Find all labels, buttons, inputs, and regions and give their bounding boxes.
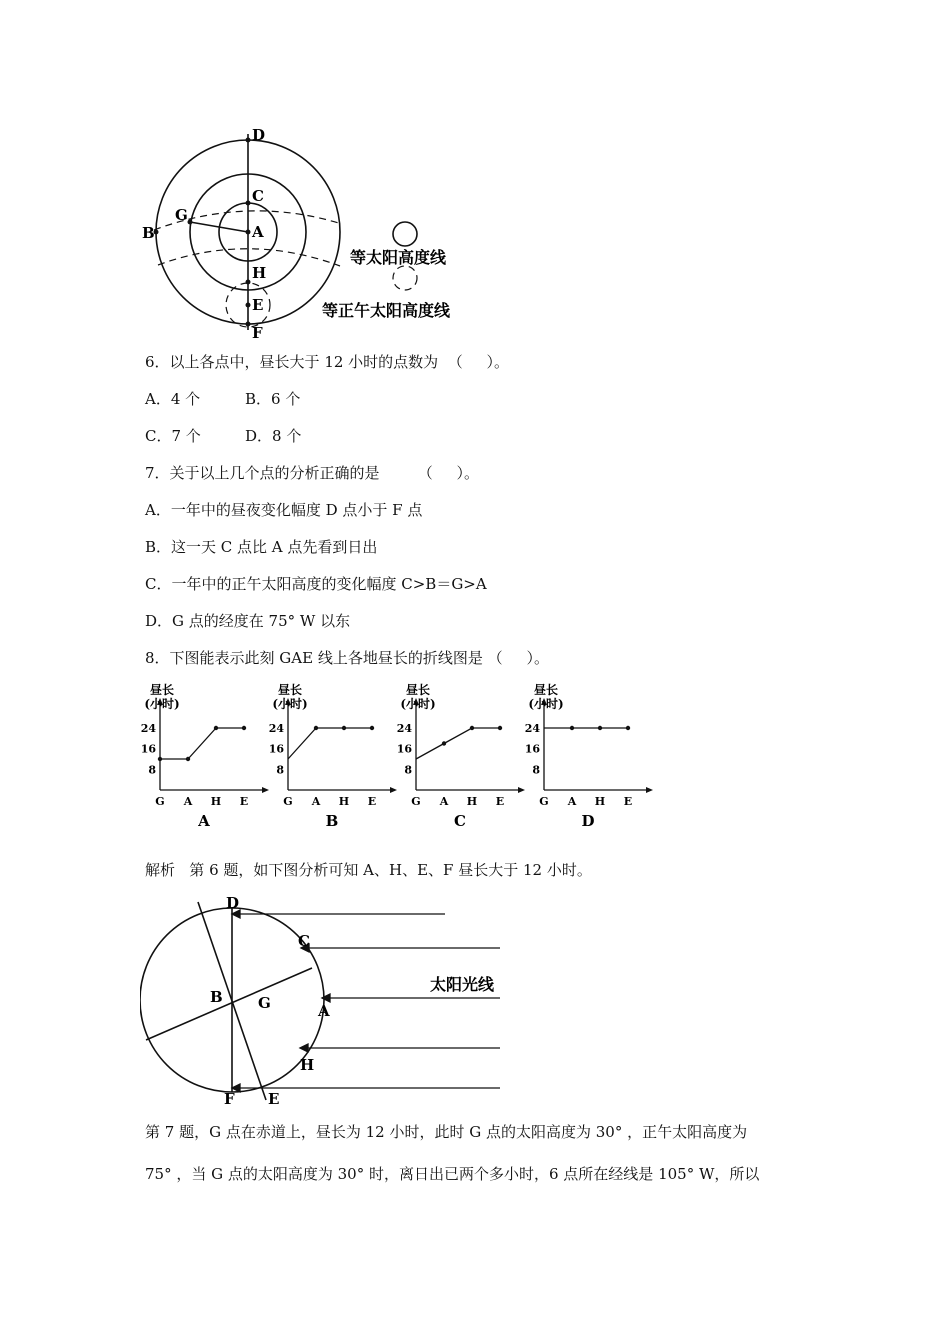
label-a: A — [252, 223, 264, 241]
label-b: B — [142, 224, 155, 242]
point-h — [246, 280, 251, 285]
chart-B-xtick-A: A — [311, 795, 321, 808]
sunlight-label: 太阳光线 — [430, 975, 495, 994]
chart-C-xtick-A: A — [439, 795, 449, 808]
q8-day-length-charts — [140, 680, 670, 830]
chart-C-point-A — [442, 741, 446, 745]
legend-solid-circle — [393, 222, 417, 246]
chart-D-title: D — [581, 812, 595, 830]
sunlight-earth-diagram — [140, 890, 520, 1110]
chart-B-ylabel-1: 昼长 — [277, 683, 303, 697]
chart-C-xtick-H: H — [466, 795, 478, 808]
point-a — [246, 230, 251, 235]
chart-A-point-E — [242, 726, 246, 730]
chart-C-ylabel-1: 昼长 — [405, 683, 431, 697]
chart-B-x-arrow — [390, 787, 397, 793]
chart-A-xtick-H: H — [210, 795, 222, 808]
chart-D-xtick-G: G — [539, 795, 549, 808]
chart-C-point-H — [470, 726, 474, 730]
chart-D-point-A — [570, 726, 574, 730]
chart-B-ytick-24: 24 — [268, 722, 284, 735]
analysis-q7-line2: 75° ，当 G 点的太阳高度为 30° 时，离日出已两个多小时，6 点所在经线是 105° W，所以 — [145, 1165, 760, 1183]
chart-A-ytick-16: 16 — [140, 742, 156, 756]
chart-B-series-line — [288, 728, 372, 759]
q6-option-a: A．4 个 — [145, 390, 201, 408]
chart-A-xtick-A: A — [183, 795, 193, 808]
chart-A-xtick-E: E — [239, 795, 249, 808]
q8-stem: 8．下图能表示此刻 GAE 线上各地昼长的折线图是 （ ）。 — [145, 649, 549, 667]
q7-option-c: C．一年中的正午太阳高度的变化幅度 C>B＝G>A — [145, 575, 487, 593]
fig2-label-g: G — [258, 994, 271, 1012]
terminator-line — [146, 968, 312, 1040]
fig2-label-b: B — [210, 988, 223, 1006]
chart-C-xtick-E: E — [495, 795, 505, 808]
chart-C-title: C — [454, 812, 466, 830]
chart-B-ylabel-2: (小时) — [272, 697, 308, 711]
chart-B-xtick-G: G — [283, 795, 293, 808]
arrow-h — [300, 1044, 308, 1052]
label-e: E — [252, 296, 264, 314]
legend-solid-label: 等太阳高度线 — [350, 248, 447, 267]
point-f — [246, 322, 251, 327]
chart-B-xtick-H: H — [338, 795, 350, 808]
solar-altitude-diagram — [140, 120, 500, 350]
q7-stem: 7．关于以上几个点的分析正确的是 （ ）。 — [145, 464, 480, 482]
point-g — [188, 220, 193, 225]
point-e — [246, 303, 251, 308]
chart-A-xtick-G: G — [155, 795, 165, 808]
chart-A-ylabel-1: 昼长 — [149, 683, 175, 697]
label-g: G — [175, 206, 188, 224]
chart-D-ylabel-1: 昼长 — [533, 683, 559, 697]
chart-D-ylabel-2: (小时) — [528, 697, 564, 711]
chart-A-series-line — [160, 728, 244, 759]
chart-D-x-arrow — [646, 787, 653, 793]
analysis-q6-text: 解析 第 6 题，如下图分析可知 A、H、E、F 昼长大于 12 小时。 — [145, 861, 592, 879]
q6-option-b: B．6 个 — [245, 390, 301, 408]
q6-stem: 6．以上各点中，昼长大于 12 小时的点数为 （ ）。 — [145, 353, 510, 371]
chart-B-ytick-16: 16 — [268, 742, 284, 756]
label-c: C — [252, 187, 264, 205]
chart-D-ytick-24: 24 — [524, 722, 540, 735]
chart-C-ytick-24: 24 — [396, 722, 412, 735]
chart-B-ytick-8: 8 — [276, 763, 284, 777]
chart-D-point-H — [598, 726, 602, 730]
chart-B-xtick-E: E — [367, 795, 377, 808]
fig2-label-h: H — [300, 1056, 315, 1074]
chart-B-point-E — [370, 726, 374, 730]
chart-D-xtick-H: H — [594, 795, 606, 808]
chart-A-point-A — [186, 757, 190, 761]
chart-C-ytick-8: 8 — [404, 763, 412, 777]
dashed-arc-lower — [158, 249, 340, 266]
fig2-label-f: F — [224, 1090, 235, 1108]
chart-D-point-E — [626, 726, 630, 730]
legend-dashed-label: 等正午太阳高度线 — [322, 301, 451, 320]
chart-B-point-H — [342, 726, 346, 730]
chart-A-x-arrow — [262, 787, 269, 793]
fig2-label-d: D — [226, 894, 240, 912]
q7-option-b: B．这一天 C 点比 A 点先看到日出 — [145, 538, 378, 556]
chart-D-ytick-8: 8 — [532, 763, 540, 777]
fig2-label-e: E — [268, 1090, 280, 1108]
chart-C-xtick-G: G — [411, 795, 421, 808]
fig2-label-a: A — [318, 1002, 330, 1020]
fig2-label-c: C — [298, 932, 310, 950]
label-d: D — [252, 126, 266, 144]
label-h: H — [252, 264, 267, 282]
chart-D-xtick-E: E — [623, 795, 633, 808]
chart-C-series-line — [416, 728, 500, 759]
chart-C-ylabel-2: (小时) — [400, 697, 436, 711]
q7-option-d: D．G 点的经度在 75° W 以东 — [145, 612, 351, 630]
label-f: F — [252, 324, 263, 342]
q7-option-a: A．一年中的昼夜变化幅度 D 点小于 F 点 — [145, 501, 423, 519]
chart-C-x-arrow — [518, 787, 525, 793]
chart-A-point-G — [158, 757, 162, 761]
point-d — [246, 138, 251, 143]
chart-B-title: B — [325, 812, 339, 830]
q6-option-c: C．7 个 — [145, 427, 201, 445]
chart-B-point-A — [314, 726, 318, 730]
chart-A-title: A — [198, 812, 210, 830]
chart-C-ytick-16: 16 — [396, 742, 412, 756]
analysis-q7-line1: 第 7 题，G 点在赤道上，昼长为 12 小时，此时 G 点的太阳高度为 30° ，正午太阳高度为 — [145, 1123, 748, 1141]
chart-A-point-H — [214, 726, 218, 730]
chart-A-ytick-8: 8 — [148, 763, 156, 777]
chart-D-ytick-16: 16 — [524, 742, 540, 756]
point-c — [246, 201, 251, 206]
chart-C-point-E — [498, 726, 502, 730]
chart-A-ytick-24: 24 — [140, 722, 156, 735]
chart-A-ylabel-2: (小时) — [144, 697, 180, 711]
q6-option-d: D．8 个 — [245, 427, 302, 445]
chart-D-xtick-A: A — [567, 795, 577, 808]
legend-dashed-circle — [393, 266, 417, 290]
